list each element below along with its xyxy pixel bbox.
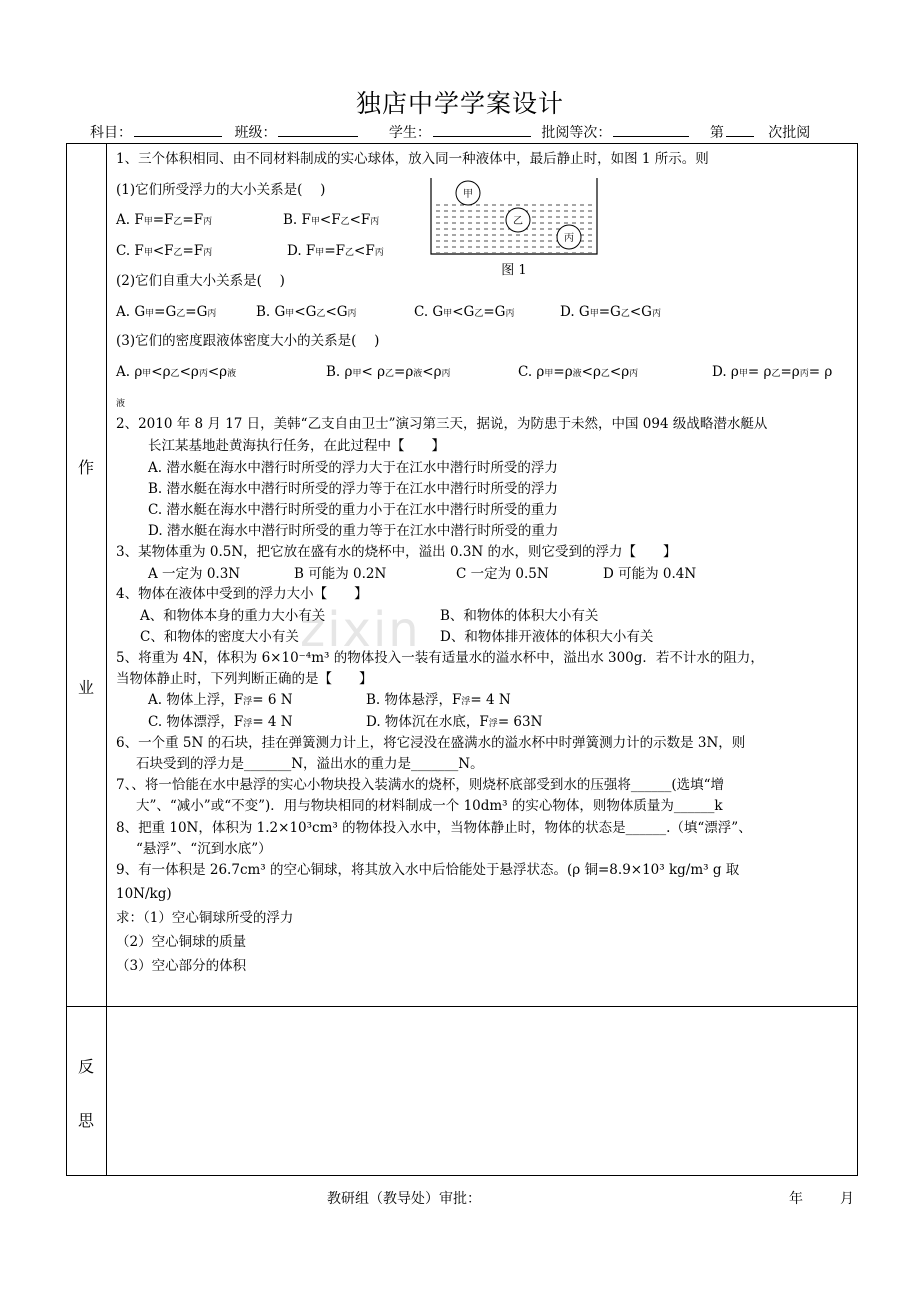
q1-option-b2: B. G甲<G乙<G丙 xyxy=(256,304,357,320)
q5-option-d: D. 物体沉在水底，F浮= 63N xyxy=(366,714,543,730)
q1-option-a3: A. ρ甲<ρ乙<ρ丙<ρ液 xyxy=(116,364,237,380)
q1-option-c2: C. G甲<G乙=G丙 xyxy=(414,304,515,320)
q1-option-d2: D. G甲=G乙<G丙 xyxy=(560,304,661,320)
footer-month: 月 xyxy=(840,1191,854,1207)
q5-stem-line2: 当物体静止时，下列判断正确的是【 】 xyxy=(116,671,373,687)
q4-stem: 4、物体在液体中受到的浮力大小【 】 xyxy=(116,586,368,602)
q9-part3: （3）空心部分的体积 xyxy=(116,958,247,974)
q4-option-a: A、和物体本身的重力大小有关 xyxy=(140,608,326,624)
class-label: 班级： xyxy=(234,125,277,141)
q1-stem: 1、三个体积相同、由不同材料制成的实心球体，放入同一种液体中，最后静止时，如图 1 所示。则 xyxy=(116,151,709,167)
q2-option-c: C. 潜水艇在海水中潜行时所受的重力小于在江水中潜行时所受的重力 xyxy=(148,502,558,518)
student-field[interactable] xyxy=(433,122,531,137)
q1-option-a2: A. G甲=G乙=G丙 xyxy=(116,304,217,320)
subject-field[interactable] xyxy=(134,122,222,137)
q1-option-c1: C. F甲<F乙=F丙 xyxy=(116,243,213,259)
subject-label: 科目： xyxy=(90,125,132,141)
review-field[interactable] xyxy=(613,122,689,137)
q9-ask: 求：（1）空心铜球所受的浮力 xyxy=(116,910,294,926)
column-divider xyxy=(106,143,107,1176)
q1-option-d1: D. F甲=F乙<F丙 xyxy=(287,243,384,259)
footer-year: 年 xyxy=(789,1191,803,1207)
q3-stem: 3、某物体重为 0.5N，把它放在盛有水的烧杯中，溢出 0.3N 的水，则它受到的浮力【 】 xyxy=(116,544,677,560)
q3-option-a: A 一定为 0.3N xyxy=(148,566,241,582)
q4-option-d: D、和物体排开液体的体积大小有关 xyxy=(440,629,654,645)
q1-option-a1: A. F甲=F乙=F丙 xyxy=(116,212,213,228)
side-label-ye: 业 xyxy=(77,678,94,697)
q7-line2: 大”、“减小”或“不变”)．用与物块相同的材料制成一个 10dm³ 的实心物体，则物体质量为______k xyxy=(136,798,723,814)
q2-option-b: B. 潜水艇在海水中潜行时所受的浮力等于在江水中潜行时所受的浮力 xyxy=(148,481,559,497)
q3-option-d: D 可能为 0.4N xyxy=(603,566,697,582)
side-label-fan: 反 xyxy=(77,1057,94,1076)
q2-stem-line1: 2、2010 年 8 月 17 日，美韩“乙支自由卫士”演习第三天，据说，为防患于未然，中国 094 级战略潜水艇从 xyxy=(116,416,768,432)
class-field[interactable] xyxy=(278,122,358,137)
q3-option-c: C 一定为 0.5N xyxy=(456,566,549,582)
q1-option-d3: D. ρ甲= ρ乙=ρ丙= ρ xyxy=(712,364,833,380)
ball-bing-label: 丙 xyxy=(564,233,574,244)
q9-line1: 9、有一体积是 26.7cm³ 的空心铜球，将其放入水中后恰能处于悬浮状态。(ρ 铜=8.9×10³ kg/m³ g 取 xyxy=(116,862,740,878)
watermark: zixin xyxy=(300,602,421,658)
footer-approval: 教研组（教导处）审批： xyxy=(327,1191,481,1207)
side-label-zuo: 作 xyxy=(77,458,94,477)
q2-option-d: D. 潜水艇在海水中潜行时所受的重力等于在江水中潜行时所受的重力 xyxy=(148,523,559,539)
q5-option-b: B. 物体悬浮，F浮= 4 N xyxy=(366,692,511,708)
q2-stem-line2: 长江某基地赴黄海执行任务，在此过程中【 】 xyxy=(148,438,445,454)
row-divider xyxy=(66,1006,858,1007)
side-label-si: 思 xyxy=(77,1111,94,1130)
q6-line1: 6、一个重 5N 的石块，挂在弹簧测力计上，将它浸没在盛满水的溢水杯中时弹簧测力计的示数是 3N，则 xyxy=(116,735,746,751)
q1-option-b1: B. F甲<F乙<F丙 xyxy=(283,212,380,228)
q1-part2: (2)它们自重大小关系是( ) xyxy=(116,273,285,289)
q1-option-b3: B. ρ甲< ρ乙=ρ液<ρ丙 xyxy=(326,364,451,380)
order-field[interactable] xyxy=(726,122,754,137)
figure-caption: 图 1 xyxy=(501,263,527,278)
student-label: 学生： xyxy=(388,125,431,141)
q1-part1: (1)它们所受浮力的大小关系是( ) xyxy=(116,182,326,198)
q8-line2: “悬浮”、“沉到水底”） xyxy=(136,841,272,857)
review-label: 批阅等次： xyxy=(541,125,612,141)
page-title: 独店中学学案设计 xyxy=(355,89,564,118)
q4-option-b: B、和物体的体积大小有关 xyxy=(440,608,599,624)
q9-part2: （2）空心铜球的质量 xyxy=(116,934,247,950)
ball-yi-label: 乙 xyxy=(513,216,523,227)
q3-option-b: B 可能为 0.2N xyxy=(294,566,387,582)
q1-option-c3: C. ρ甲=ρ液<ρ乙<ρ丙 xyxy=(518,364,639,380)
ball-jia-label: 甲 xyxy=(463,189,473,200)
q5-stem-line1: 5、将重为 4N，体积为 6×10⁻⁴m³ 的物体投入一装有适量水的溢水杯中，溢出水 300g．若不计水的阻力， xyxy=(116,650,764,666)
q4-option-c: C、和物体的密度大小有关 xyxy=(140,629,299,645)
q7-line1: 7、、将一恰能在水中悬浮的实心小物块投入装满水的烧杯，则烧杯底部受到水的压强将______(选填“增 xyxy=(116,777,725,793)
q5-option-a: A. 物体上浮，F浮= 6 N xyxy=(148,692,293,708)
q2-option-a: A. 潜水艇在海水中潜行时所受的浮力大于在江水中潜行时所受的浮力 xyxy=(148,460,558,476)
figure-1-beaker xyxy=(428,178,600,278)
q9-line2: 10N/kg) xyxy=(116,886,172,902)
q6-line2: 石块受到的浮力是_______N，溢出水的重力是_______N。 xyxy=(136,756,484,772)
info-line xyxy=(90,122,810,142)
q5-option-c: C. 物体漂浮，F浮= 4 N xyxy=(148,714,293,730)
order-prefix: 第 xyxy=(709,125,724,141)
order-suffix: 次批阅 xyxy=(768,125,811,141)
q8-line1: 8、把重 10N，体积为 1.2×10³cm³ 的物体投入水中，当物体静止时，物体的状态是______.（填“漂浮”、 xyxy=(116,820,752,836)
q1-option-d3-wrap: 液 xyxy=(116,399,126,409)
q1-part3: (3)它们的密度跟液体密度大小的关系是( ) xyxy=(116,333,380,349)
